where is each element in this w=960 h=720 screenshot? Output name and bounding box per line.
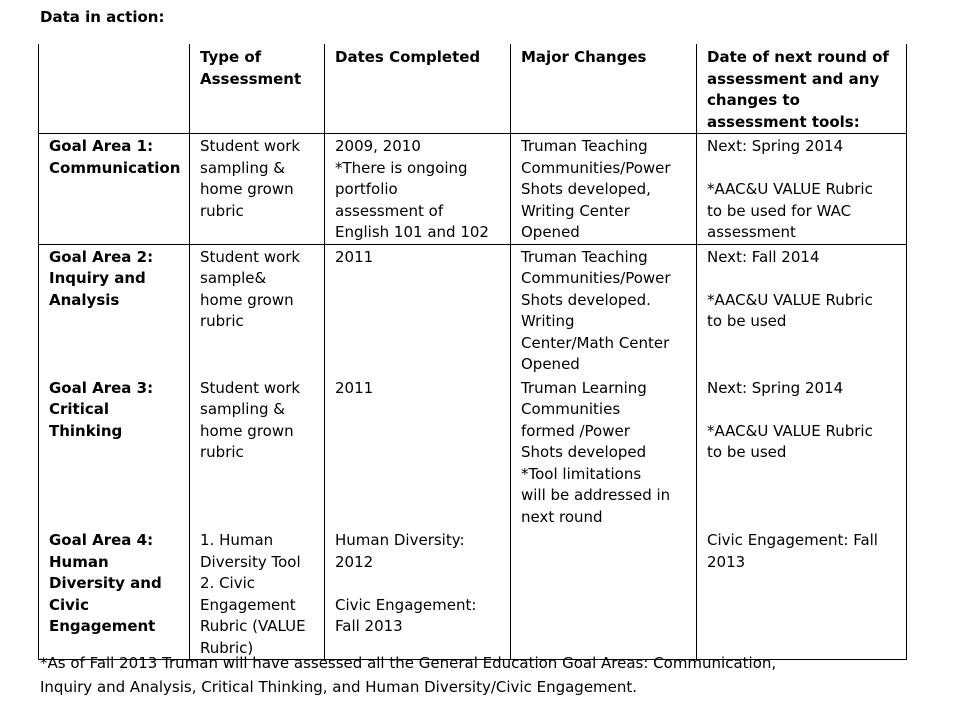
text-line: *Tool limitations (521, 464, 642, 483)
text-line: assessment of (335, 201, 444, 220)
text-line: Opened (521, 355, 580, 373)
text-line: *As of Fall 2013 Truman will have assessed all the General Education Goal Areas: Communication, (40, 654, 777, 672)
text-line: to be used for WAC (707, 201, 852, 220)
text-line: Truman Teaching (521, 137, 648, 155)
text-line: Human Diversity: (335, 531, 465, 549)
text-line (707, 399, 900, 421)
type-cell (190, 528, 325, 660)
text-line: 2009, 2010 (335, 137, 421, 155)
text-line: home grown (200, 180, 294, 198)
next-cell (697, 376, 907, 529)
text-line: assessment (707, 223, 796, 241)
dates-cell (325, 134, 511, 245)
text-line: Civic Engagement: Fall (707, 531, 878, 549)
text-line: *AAC&U VALUE Rubric (707, 421, 873, 440)
text-line: Civic (49, 595, 89, 614)
text-line: portfolio (335, 180, 398, 198)
text-line: Shots developed (521, 443, 647, 461)
text-line: Next: Spring 2014 (707, 137, 844, 155)
text-line: Goal Area 2: (49, 247, 154, 266)
header-type (190, 44, 325, 134)
text-line: Engagement (200, 595, 296, 614)
text-line: changes to (707, 91, 800, 109)
header-dates (325, 44, 511, 134)
footnote (40, 651, 940, 699)
text-line: Next: Spring 2014 (707, 378, 844, 397)
text-line: assessment tools: (707, 112, 860, 131)
goal-cell (39, 528, 190, 660)
text-line: 2011 (335, 247, 374, 266)
header-row (39, 44, 907, 134)
page-title: Data in action: (40, 8, 165, 26)
text-line: Rubric (VALUE (200, 617, 306, 635)
text-line: Date of next round of (707, 48, 889, 66)
text-line: home grown (200, 290, 294, 309)
text-line: 1. Human (200, 531, 274, 549)
dates-cell (325, 244, 511, 376)
text-line: *AAC&U VALUE Rubric (707, 180, 873, 198)
text-line: Diversity Tool (200, 552, 301, 571)
text-line: Inquiry and (49, 269, 146, 287)
text-line: sampling & (200, 158, 285, 177)
changes-cell (511, 134, 697, 245)
text-line: Rubric) (200, 638, 254, 657)
text-line: Truman Teaching (521, 247, 648, 266)
text-line: Student work (200, 378, 301, 397)
text-line: Type of (200, 48, 262, 66)
text-line: Thinking (49, 421, 123, 440)
text-line: to be used (707, 312, 787, 330)
type-cell (190, 244, 325, 376)
table-row (39, 244, 907, 376)
text-line: Goal Area 3: (49, 378, 154, 397)
text-line: will be addressed in (521, 486, 671, 504)
text-line: Next: Fall 2014 (707, 247, 820, 266)
text-line: Engagement (49, 617, 156, 635)
goal-cell (39, 376, 190, 529)
text-line: Communities (521, 400, 621, 418)
text-line (335, 573, 504, 595)
text-line (707, 158, 900, 180)
text-line: Dates Completed (335, 48, 481, 66)
text-line: *There is ongoing (335, 158, 468, 177)
text-line: Writing (521, 312, 575, 330)
text-line: rubric (200, 201, 244, 220)
text-line: to be used (707, 443, 787, 461)
text-line: Communication (49, 158, 181, 177)
text-line: 2. Civic (200, 574, 256, 592)
text-line: rubric (200, 312, 244, 330)
text-line: home grown (200, 421, 294, 440)
text-line: Student work (200, 247, 301, 266)
text-line: formed /Power (521, 421, 630, 440)
text-line: Major Changes (521, 48, 647, 66)
text-line: Communities/Power (521, 158, 671, 177)
text-line: 2011 (335, 378, 374, 397)
header-changes (511, 44, 697, 134)
text-line: Opened (521, 223, 580, 241)
text-line: Fall 2013 (335, 617, 403, 635)
next-cell (697, 528, 907, 660)
text-line: rubric (200, 443, 244, 461)
text-line: Critical (49, 400, 110, 418)
text-line: sampling & (200, 400, 285, 418)
text-line: Human (49, 552, 109, 571)
text-line: 2013 (707, 552, 746, 571)
dates-cell (325, 528, 511, 660)
text-line (707, 268, 900, 290)
text-line: sample& (200, 269, 267, 287)
text-line: *AAC&U VALUE Rubric (707, 290, 873, 309)
text-line: Diversity and (49, 574, 162, 592)
text-line: Shots developed, (521, 180, 651, 198)
text-line: Assessment (200, 69, 302, 88)
text-line: Center/Math Center (521, 333, 670, 352)
text-line: Writing Center (521, 201, 630, 220)
changes-cell (511, 244, 697, 376)
text-line: Analysis (49, 290, 120, 309)
text-line: English 101 and 102 (335, 223, 489, 241)
text-line: Goal Area 1: (49, 137, 154, 155)
text-line: Goal Area 4: (49, 531, 154, 549)
changes-cell (511, 376, 697, 529)
text-line: Shots developed. (521, 290, 651, 309)
table-row (39, 528, 907, 660)
text-line: assessment and any (707, 69, 880, 88)
text-line: Communities/Power (521, 269, 671, 287)
table-row (39, 376, 907, 529)
text-line: Student work (200, 137, 301, 155)
assessment-table (38, 44, 907, 660)
text-line: Inquiry and Analysis, Critical Thinking, and Human Diversity/Civic Engagement. (40, 678, 638, 696)
header-goal (39, 44, 190, 134)
type-cell (190, 376, 325, 529)
type-cell (190, 134, 325, 245)
header-next (697, 44, 907, 134)
text-line: next round (521, 507, 603, 526)
goal-cell (39, 244, 190, 376)
text-line: Civic Engagement: (335, 595, 477, 614)
text-line: Truman Learning (521, 378, 647, 397)
next-cell (697, 244, 907, 376)
dates-cell (325, 376, 511, 529)
goal-cell (39, 134, 190, 245)
text-line: 2012 (335, 552, 374, 571)
next-cell (697, 134, 907, 245)
changes-cell (511, 528, 697, 660)
table-row (39, 134, 907, 245)
